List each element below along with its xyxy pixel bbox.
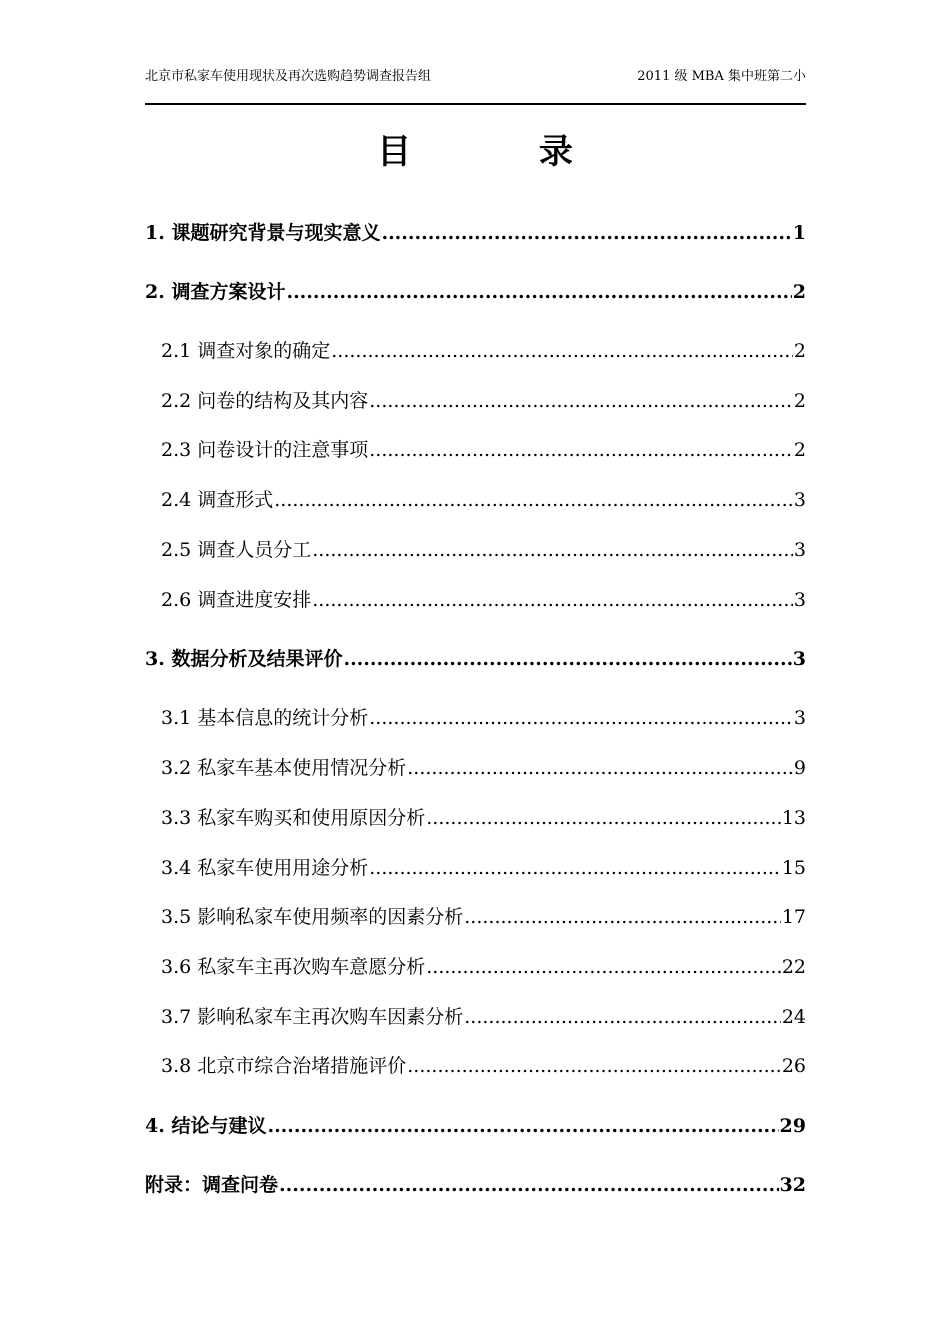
toc-entry-page: 22 [781,956,806,978]
toc-entry-page: 3 [793,489,806,511]
toc-entry-page: 32 [779,1174,806,1196]
toc-entry[interactable] [145,1170,806,1197]
toc-leader-dots [331,340,793,362]
toc-entry-page: 3 [793,589,806,611]
toc-entry-label: 1. 课题研究背景与现实意义 [145,222,381,244]
toc-entry[interactable] [145,585,806,612]
toc-leader-dots [407,757,793,779]
toc-entry[interactable] [145,218,806,245]
toc-entry-page: 26 [781,1055,806,1077]
toc-entry[interactable] [145,803,806,830]
header-report-title: 北京市私家车使用现状及再次选购趋势调查报告组 [145,69,432,84]
toc-leader-dots [312,539,793,561]
header-rule [145,103,806,105]
toc-leader-dots [426,807,781,829]
toc-entry[interactable] [145,277,806,304]
toc-entry-page: 3 [792,648,806,670]
toc-entry[interactable] [145,535,806,562]
toc-entry-page: 1 [792,222,806,244]
toc-leader-dots [369,707,793,729]
toc-entry[interactable] [145,952,806,979]
toc-entry-page: 3 [793,539,806,561]
toc-entry-page: 9 [793,757,806,779]
toc-entry-label: 3.3 私家车购买和使用原因分析 [161,807,426,829]
toc-entry[interactable] [145,336,806,363]
toc-leader-dots [312,589,793,611]
toc-leader-dots [369,857,781,879]
toc-leader-dots [369,439,793,461]
toc-entry-page: 29 [779,1115,806,1137]
toc-entry[interactable] [145,1002,806,1029]
toc-entry-label: 3.1 基本信息的统计分析 [161,707,369,729]
toc-entry[interactable] [145,644,806,671]
toc-leader-dots [369,390,793,412]
toc-entry-label: 2.2 问卷的结构及其内容 [161,390,369,412]
toc-entry-label: 2.1 调查对象的确定 [161,340,331,362]
toc-entry-page: 2 [793,439,806,461]
toc-entry-label: 2. 调查方案设计 [145,281,286,303]
toc-entry-label: 3.8 北京市综合治堵措施评价 [161,1055,407,1077]
toc-leader-dots [426,956,781,978]
toc-entry-page: 13 [781,807,806,829]
toc-leader-dots [464,906,781,928]
toc-entry-page: 15 [781,857,806,879]
toc-leader-dots [274,489,793,511]
toc-entry[interactable] [145,485,806,512]
page-header [145,68,806,104]
toc-leader-dots [279,1174,779,1196]
toc-entry-label: 3.7 影响私家车主再次购车因素分析 [161,1006,464,1028]
toc-entry-page: 2 [793,390,806,412]
toc-entry-label: 3.5 影响私家车使用频率的因素分析 [161,906,464,928]
toc-entry-label: 3.2 私家车基本使用情况分析 [161,757,407,779]
toc-entry-label: 2.3 问卷设计的注意事项 [161,439,369,461]
toc-entry-page: 24 [781,1006,806,1028]
toc-entry-page: 3 [793,707,806,729]
toc-entry[interactable] [145,753,806,780]
toc-entry[interactable] [145,1111,806,1138]
toc-entry-page: 17 [781,906,806,928]
toc-entry-label: 3.4 私家车使用用途分析 [161,857,369,879]
toc-entry[interactable] [145,853,806,880]
toc-entry-label: 3. 数据分析及结果评价 [145,648,343,670]
toc-entry-label: 2.6 调查进度安排 [161,589,312,611]
toc-entry[interactable] [145,902,806,929]
toc-leader-dots [381,222,791,244]
toc-leader-dots [464,1006,781,1028]
toc-entry[interactable] [145,386,806,413]
toc-entry[interactable] [145,1051,806,1078]
toc-entry-label: 附录：调查问卷 [145,1174,279,1196]
toc-leader-dots [267,1115,778,1137]
toc-entry-label: 2.4 调查形式 [161,489,274,511]
toc-entry-page: 2 [793,340,806,362]
toc-entry-label: 4. 结论与建议 [145,1115,267,1137]
toc-entry-page: 2 [792,281,806,303]
toc-entry-label: 3.6 私家车主再次购车意愿分析 [161,956,426,978]
header-class-name: 2011 级 MBA 集中班第二小 [637,69,806,84]
toc-title: 目 录 [377,132,631,172]
toc-entry-label: 2.5 调查人员分工 [161,539,312,561]
toc-entry[interactable] [145,435,806,462]
toc-leader-dots [286,281,791,303]
toc-entry[interactable] [145,703,806,730]
toc-leader-dots [407,1055,781,1077]
toc-leader-dots [343,648,791,670]
